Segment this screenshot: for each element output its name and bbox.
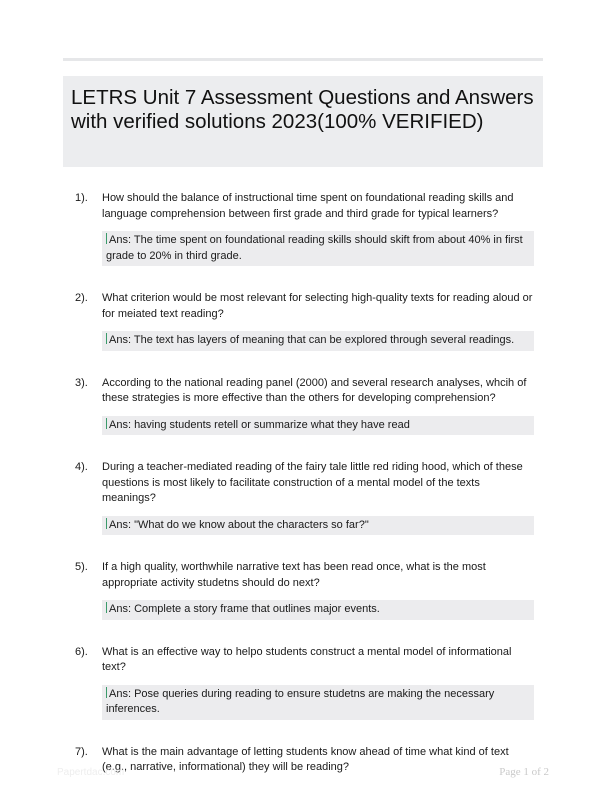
question-text: What criterion would be most relevant for selecting high-quality texts for reading aloud or for meiated text reading?: [102, 292, 533, 320]
top-divider: [63, 58, 543, 61]
answer-text: Ans: The time spent on foundational reading skills should skift from about 40% in first grade to 20% in third grade.: [106, 234, 523, 262]
question-item: [63, 745, 543, 776]
question-text: What is the main advantage of letting students know ahead of time what kind of text (e.g., narrative, informational) they will be reading?: [102, 745, 509, 773]
question-item: [63, 645, 543, 720]
question-number: 3).: [75, 376, 88, 389]
question-number: 2).: [75, 292, 88, 304]
answer-text: Ans: Complete a story frame that outlines major events.: [109, 603, 380, 615]
question-number: 7).: [75, 745, 88, 758]
question-number: 5).: [75, 561, 88, 573]
answer-marker: [106, 602, 107, 613]
answer-marker: [106, 333, 107, 344]
answer-text: Ans: The text has layers of meaning that can be explored through several readings.: [109, 334, 515, 346]
footer-watermark: Papertdac.com: [57, 767, 125, 778]
question-number: 4).: [75, 461, 88, 473]
question-item: [63, 376, 543, 436]
answer-text: Ans: having students retell or summarize what they have read: [109, 418, 410, 431]
title-banner: [63, 76, 543, 167]
answer-box: [102, 416, 534, 436]
answer-marker: [106, 233, 107, 244]
answer-text: Ans: Pose queries during reading to ensure studetns are making the necessary inferences.: [106, 687, 495, 715]
answer-box: [102, 516, 534, 536]
question-text: If a high quality, worthwhile narrative text has been read once, what is the most appropriate activity studetns should do next?: [102, 561, 486, 589]
question-item: [63, 460, 543, 535]
answer-text: Ans: "What do we know about the characters so far?": [109, 518, 369, 531]
answer-box: [102, 600, 534, 620]
answer-box: [102, 231, 534, 266]
question-item: [63, 291, 543, 351]
question-text: How should the balance of instructional time spent on foundational reading skills and language comprehension between first grade and third grade for typical learners?: [102, 192, 514, 220]
question-text: During a teacher-mediated reading of the fairy tale little red riding hood, which of these questions is most likely to facilitate construction of a mental model of the texts meanings?: [102, 461, 523, 504]
question-item: [63, 560, 543, 620]
page-indicator: Page 1 of 2: [499, 766, 549, 778]
question-text: What is an effective way to helpo students construct a mental model of informational text?: [102, 645, 512, 673]
answer-box: [102, 331, 534, 351]
question-text: According to the national reading panel (2000) and several research analyses, whcih of these strategies is more effective than the others for developing comprehension?: [102, 376, 527, 404]
question-list: [63, 191, 543, 776]
answer-marker: [106, 518, 107, 529]
question-number: 6).: [75, 645, 88, 658]
answer-marker: [106, 418, 107, 429]
document-title: LETRS Unit 7 Assessment Questions and Answers with verified solutions 2023(100% VERIFIED): [71, 86, 534, 133]
answer-box: [102, 685, 534, 720]
question-item: [63, 191, 543, 266]
question-number: 1).: [75, 192, 88, 204]
answer-marker: [106, 687, 107, 698]
